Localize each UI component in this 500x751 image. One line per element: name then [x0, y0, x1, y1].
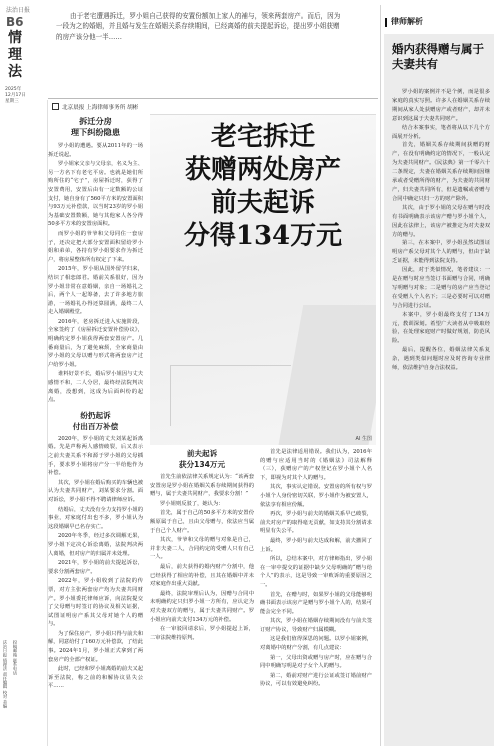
subheading — [150, 448, 254, 470]
paragraph: 最后，前夫获得的婚内财产分割中，他已经获得了相应的补偿，且其在婚姻中并未对家庭作出重大贡献。 — [150, 563, 254, 588]
paragraph: 其次，事实认定错误。安置房的所有权与罗小姐个人身份密切关联，罗小姐作为被安置人，依法享有相应份额。 — [260, 484, 372, 508]
byline-text: 北京晨报 上海律师事务所 胡彬 — [62, 105, 139, 111]
subheading-line: 前夫起诉 — [186, 449, 218, 458]
paragraph: 首先，婚姻关系存续期间获赠的财产，在没有明确约定的情况下，一般认定为夫妻共同财产。《民法典》第一千零六十二条规定，夫妻在婚姻关系存续期间因继承或者受赠所得的财产，为夫妻的共同财产，归夫妻共同所有，但是遗嘱或者赠与合同中确定只归一方的财产除外。 — [392, 142, 490, 202]
byline — [52, 103, 138, 111]
subheading-line: 拆迁分房 — [79, 116, 112, 126]
headline-line: 老宅拆迁 — [210, 122, 315, 152]
page-credits — [0, 640, 44, 750]
photo-credit: AI 生图 — [355, 436, 372, 442]
sidebar-body — [392, 88, 490, 373]
headline-line: 前夫起诉 — [210, 188, 315, 218]
paragraph: 其次，罗小姐在婚后购买的车辆也被认为夫妻共同财产，刘某要求分割。面对诉讼，罗小姐不得不聘请律师应诉。 — [48, 479, 143, 503]
subheading — [48, 116, 143, 138]
paragraph: 罗小姐的遭遇。要从2011年的一场拆迁说起。 — [48, 143, 143, 158]
date-line: 12月17日 — [5, 93, 26, 98]
paragraph: 罗小姐则反驳了，她认为： — [160, 500, 224, 507]
paragraph: 最终，罗小姐与前夫达成和解，前夫撤回了上诉。 — [260, 537, 372, 553]
headline-illustration — [150, 114, 376, 445]
paragraph: 2020年冬季，经过多次调解无果，罗小姐下定决心诉讼离婚，法院判决两人离婚，但对房产的归属并未处理。 — [48, 533, 143, 557]
subheading-line: 付出百万补偿 — [72, 421, 119, 431]
date-line: 2025年 — [5, 87, 22, 92]
page-number: B6 — [6, 15, 24, 29]
paragraph: 首先，在赠与时，如果罗小姐的父母能够明确书面表示该房产是赠与罗小姐个人的，结果可能会完全不同。 — [260, 591, 372, 615]
middle-column-2 — [260, 448, 372, 690]
paragraph: 罗小姐家父亲与父母亲，名义为主、另一方名下有老宅平房。也就是她们所购所住的“宅子”，房屋拆迁时，获得了安置费用，安置后由有一定数额的公证支付，她自身有了560平方米的安置面积与93万元补偿款，以当时23岁的罗小姐为基础安置数额，她与其他家人各分得50多平方米的安置房面积。 — [48, 161, 143, 228]
divider — [48, 98, 378, 99]
paragraph: 其次，由于罗小姐的父母在赠与时没有书面明确表示该房产赠与罗小姐个人，因此在法律上，该房产被推定为对夫妻双方的赠与。 — [392, 204, 490, 238]
paragraph: 其次，爷爷和父母的赠与对象是自己，并非夫妻二人，合同约定的受赠人只有自己一人。 — [150, 537, 254, 561]
paragraph: 2016年，老房拆迁进入实施阶段，全家签约了《房屋拆迁安置补偿协议》，明确约定罗小姐获得两套安置房产。几番商量后，为了避免麻烦，全家商量由罗小姐的父母以赠与形式将两套房产过户给罗小姐。 — [48, 318, 143, 368]
paragraph: 为了保住房产，罗小姐只得与前夫和解，同意给付了160万元补偿款，了结此事。2024年1月，罗小姐正式拿到了两套房产的全部产权证。 — [48, 630, 143, 663]
paragraph: 最后，提醒各位，婚姻法律关系复杂，遇到类似问题时应及时咨询专业律师，依法维护自身合法权益。 — [392, 347, 490, 372]
paragraph: 这是我们值得深思的问题。以罗小姐案例，对离婚中的财产分割，有几点建议： — [260, 636, 372, 652]
paragraph: 罗小姐的案例并不是个例，而是很多家庭的真实写照。许多人在婚姻关系存续期间从家人处获赠房产或者财产，却并未意识到这属于夫妻共同财产。 — [392, 89, 490, 122]
paper-name: 法治日报 — [6, 7, 31, 14]
sidebar-title: 婚内获得赠与属于夫妻共有 — [392, 42, 484, 71]
paragraph: 首先生前依法律关系规定认为：“该两套安置房是罗小姐在婚姻关系存续期间获得的赠与，属于夫妻共同财产，我要求分割！” — [150, 474, 254, 498]
paragraph: 结婚后，丈夫没有全力支持罗小姐的事业，对家庭付出也不多，罗小姐认为这段婚姻早已名存实亡。 — [48, 506, 143, 530]
paragraph: 再次，罗小姐与前夫的婚姻关系早已破裂，前夫对房产的取得毫无贡献，如支持其分割请求明显有失公平。 — [260, 511, 372, 535]
column-label — [385, 14, 491, 29]
subheading — [48, 410, 143, 432]
credits-line: 法治日报 情理法 责任编辑 校对 美编 — [3, 640, 8, 709]
paragraph: 2015年，罗小姐从国外留学归来，结识了相恋郎君。婚前关系很好，因为罗小姐非常在意婚姻，亲自一场婚礼之后，两个人一起筹备，去了许多地方旅游，一场婚礼办得还算圆满，最终二人走入婚姻殿堂。 — [48, 266, 143, 316]
paragraph: 第三，在本案中，罗小姐虽然试图证明房产系父母对其个人的赠与，但由于缺乏证据，未能得到法院支持。 — [392, 240, 490, 265]
paragraph: 2020年，罗小姐的丈夫刘某起诉离婚。先是声称两人感情破裂，后又表示之前夫妻关系不和源于罗小姐的父母插手，要求罗小姐将房产分一半给他作为补偿。 — [48, 435, 143, 477]
paragraph: 谁料好景不长，婚后罗小姐因与丈夫感情不和，二人分居，最终经法院判决离婚，没想到，这成为后面纠纷的起点。 — [48, 371, 143, 404]
paragraph: 其次，罗小姐在婚姻存续期间没有与前夫签订财产协议，导致财产归属模糊。 — [260, 618, 372, 633]
label-bar — [385, 18, 387, 27]
paragraph: 2021年，罗小姐的前夫提起诉讼，要求分割两套房产。 — [48, 560, 143, 575]
paragraph: 在一审驳回请求后，罗小姐提起上诉，二审法院维持原判。 — [150, 626, 254, 641]
paragraph: 最终，法院审理后认为，因赠与合同中未明确约定只归罗小姐一方所有，应认定为对夫妻双方的赠与，属于夫妻共同财产。罗小姐应向前夫支付134万元的补偿。 — [150, 590, 254, 623]
intro-text: 由于老宅遭遇拆迁，罗小姐自己获得的安置份额加上家人的補与，领来两套房产。而后，因为一段为之的婚姻，并且婚与发生在婚姻关系存续期间，已经离婚的前夫提起诉讼，提出罗小姐获赠的房产该分他一半…… — [56, 12, 341, 41]
subheading-line: 纷扔起诉 — [80, 410, 111, 420]
paragraph: 第一，父母出资或赠与房产时，应在赠与合同中明确写明是对子女个人的赠与。 — [260, 654, 372, 670]
section-title: 情理法 — [8, 30, 22, 80]
square-icon — [52, 103, 59, 110]
headline-line: 分得134万元 — [183, 221, 343, 251]
subheading-line: 理下纠纷隐患 — [70, 127, 121, 137]
left-column — [48, 116, 143, 692]
headline — [150, 121, 376, 253]
paragraph: 2022年，罗小姐收到了法院的传票，对方主张两套房产均为夫妻共同财产。罗小姐委托律师应诉，向法院提交了父母赠与时签订的协议及相关证据，试图证明房产系其父母对她个人的赠与。 — [48, 578, 143, 628]
paragraph: 而罗小姐的爷爷和父母同住一套房子，还决定把大部分安置面积留给罗小姐和弟弟，各持有罗小姐要求作为拆迁户，将房屋整体所有权定了下来。 — [48, 230, 143, 263]
headline-line: 获赠两处房产 — [184, 155, 341, 185]
date-line: 星期三 — [5, 99, 19, 104]
paragraph: 此时，已经和罗小姐离婚的前夫又起诉至法院，称之前的和解协议显失公平…… — [48, 666, 143, 690]
column-divider — [380, 5, 381, 746]
middle-column — [150, 448, 254, 643]
paragraph: 因此，对于类似情况，笔者建议：一是在赠与时应当签订书面赠与合同，明确写明赠与对象；二是赠与的房产应当登记在受赠人个人名下；三是必要时可以对赠与合同进行公证。 — [392, 267, 490, 309]
paragraph: 首先是法律适用错误。我们认为，2016年的赠与应适用当时的《婚姻法》司法解释（三），获赠房产的产权登记在罗小姐个人名下，即视为对其个人的赠与。 — [260, 449, 372, 481]
subheading-line: 获分134万元 — [178, 460, 226, 469]
paragraph: 本案中，罗小姐最终支付了134万元，教训深刻。希望广大读者从中吸取经验，在处理家庭财产时做好规划，防范风险。 — [392, 311, 490, 345]
paragraph: 首先，属于自己的50多平方米的安置份额原属于自己，且由父母赠与，依法应当属于自己个人财产。 — [150, 510, 254, 534]
paragraph: 结合本案事实，笔者将从以下几个方面展开分析。 — [392, 124, 490, 140]
issue-date — [5, 87, 45, 105]
paragraph: 所以，总结本案中，对方律师指出，罗小姐在一审中提交的证据中缺少父母明确的“赠与给个人”的表示，这是导致一审败诉的重要原因之一。 — [260, 556, 372, 588]
paragraph: 第二，婚前对财产进行公证或签订婚前财产协议，可以有效避免纠纷。 — [260, 672, 372, 688]
column-label-text: 律师解析 — [391, 17, 423, 26]
illustration-shape — [170, 365, 291, 426]
article-intro — [56, 11, 346, 42]
credits-line: 投稿邮箱 联系电话 — [13, 640, 18, 675]
